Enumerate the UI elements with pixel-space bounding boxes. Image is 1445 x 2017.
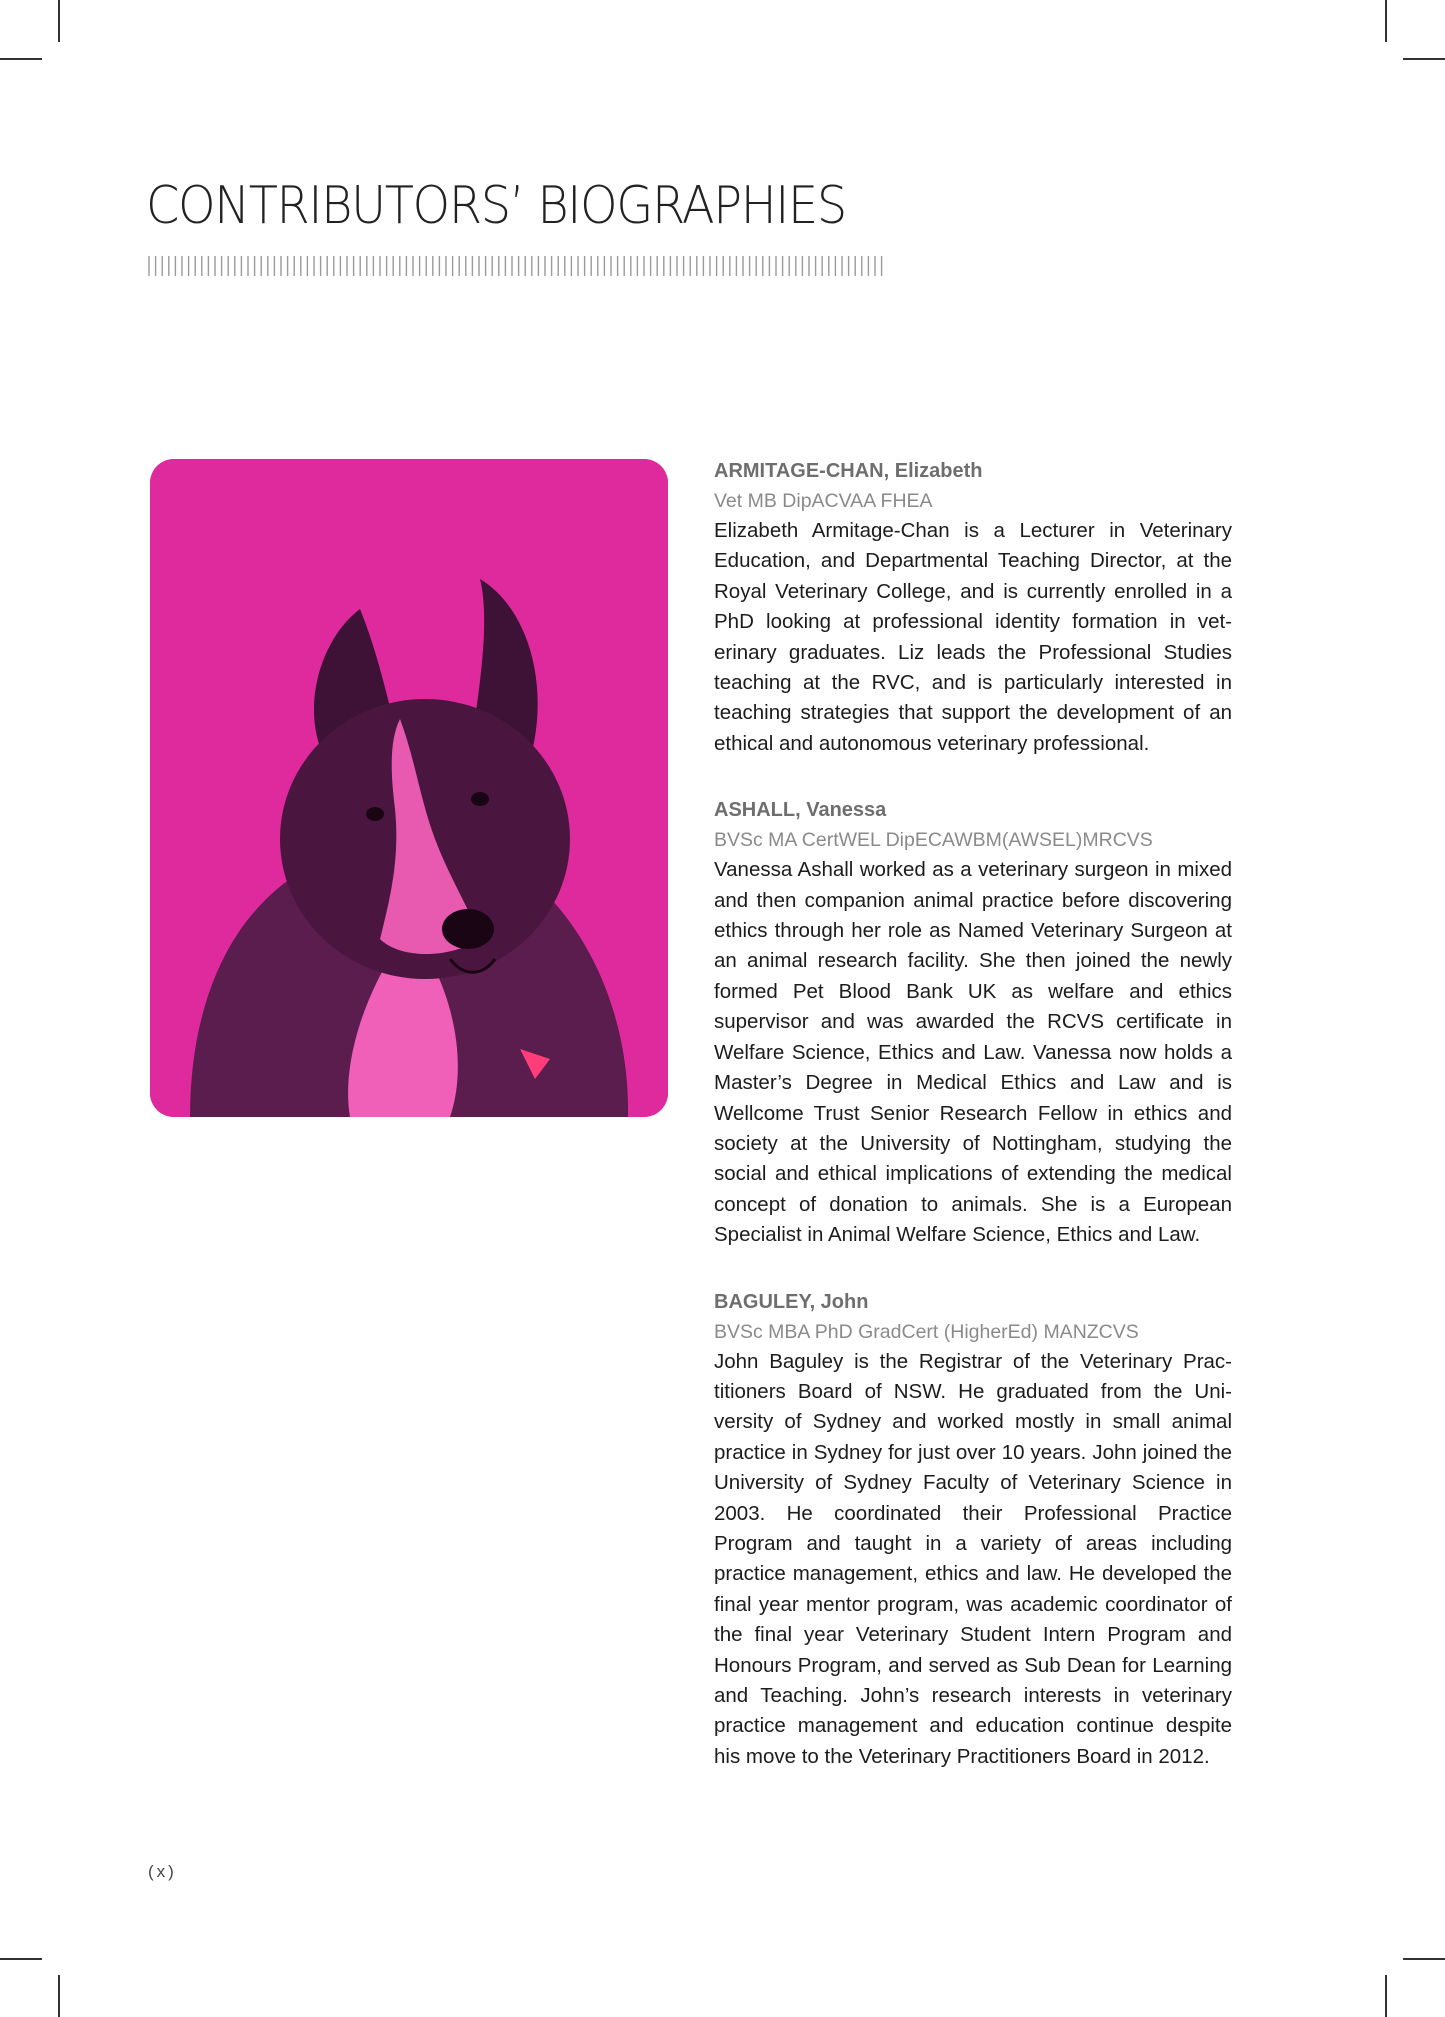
crop-mark-top-left-v xyxy=(58,0,60,42)
page-title: CONTRIBUTORS’ BIOGRAPHIES xyxy=(146,176,846,236)
bio-text: Elizabeth Armitage-Chan is a Lecturer in Veterinary Education, and Departmental Teaching Director, at the Royal Veterinary College, and is currently enrolled in a PhD looking at professional identity formation in veterinary graduates. Liz leads the Professional Studies teaching at the RVC, and is particularly interested in teaching strategies that support the development of an ethical and autonomous veterinary professional. xyxy=(714,519,1232,755)
crop-mark-bottom-left-h xyxy=(0,1958,42,1960)
crop-mark-bottom-right-v xyxy=(1385,1975,1387,2017)
crop-mark-bottom-left-v xyxy=(58,1975,60,2017)
bio-credentials: Vet MB DipACVAA FHEA xyxy=(714,490,933,512)
crop-mark-top-left-h xyxy=(0,58,42,60)
bio-entry-ashall xyxy=(714,795,1232,1250)
title-tick-rule xyxy=(148,254,890,278)
bio-credentials: BVSc MBA PhD GradCert (HigherEd) MANZCVS xyxy=(714,1320,1139,1343)
crop-mark-bottom-right-h xyxy=(1403,1958,1445,1960)
bio-text: Vanessa Ashall worked as a veterinary surgeon in mixed and then companion animal practice before discovering ethics through her role as Named Veterinary Surgeon at an animal research facility. She then joined the newly formed Pet Blood Bank UK as welfare and ethics supervisor and was awarded the RCVS certificate in Welfare Science, Ethics and Law. Vanessa now holds a Master’s Degree in Medical Ethics and Law and is Wellcome Trust Senior Research Fellow in ethics and society at the University of Nottingham, studying the social and ethical implications of extending the medical concept of donation to animals. She is a European Specialist in Animal Welfare Science, Ethics and Law. xyxy=(714,858,1232,1247)
bio-entry-baguley xyxy=(714,1287,1232,1773)
crop-mark-top-right-v xyxy=(1385,0,1387,42)
bio-credentials: BVSc MA CertWEL DipECAWBM(AWSEL)MRCVS xyxy=(714,829,1153,852)
page-number: (x) xyxy=(148,1862,177,1881)
dog-photo-icon xyxy=(150,459,668,1117)
bio-entry-armitage-chan xyxy=(714,456,1232,759)
bio-text: John Baguley is the Registrar of the Veterinary Practitioners Board of NSW. He graduated from the University of Sydney and worked mostly in small animal practice in Sydney for just over 10 years. John joined the University of Sydney Faculty of Veterinary Science in 2003. He coordinated their Professional Practice Program and taught in a variety of areas including practice management, ethics and law. He developed the final year mentor program, was academic coordinator of the final year Veterinary Student Intern Program and Honours Program, and served as Sub Dean for Learning and Teaching. John’s research interests in veterinary practice management and education continue despite his move to the Veterinary Practitioners Board in 2012. xyxy=(714,1349,1232,1768)
bio-name: ARMITAGE-CHAN, Elizabeth xyxy=(714,460,983,482)
bio-column xyxy=(714,456,1232,1808)
bio-name: BAGULEY, John xyxy=(714,1290,869,1313)
dog-photo xyxy=(150,459,668,1117)
crop-mark-top-right-h xyxy=(1403,58,1445,60)
bio-name: ASHALL, Vanessa xyxy=(714,799,887,822)
